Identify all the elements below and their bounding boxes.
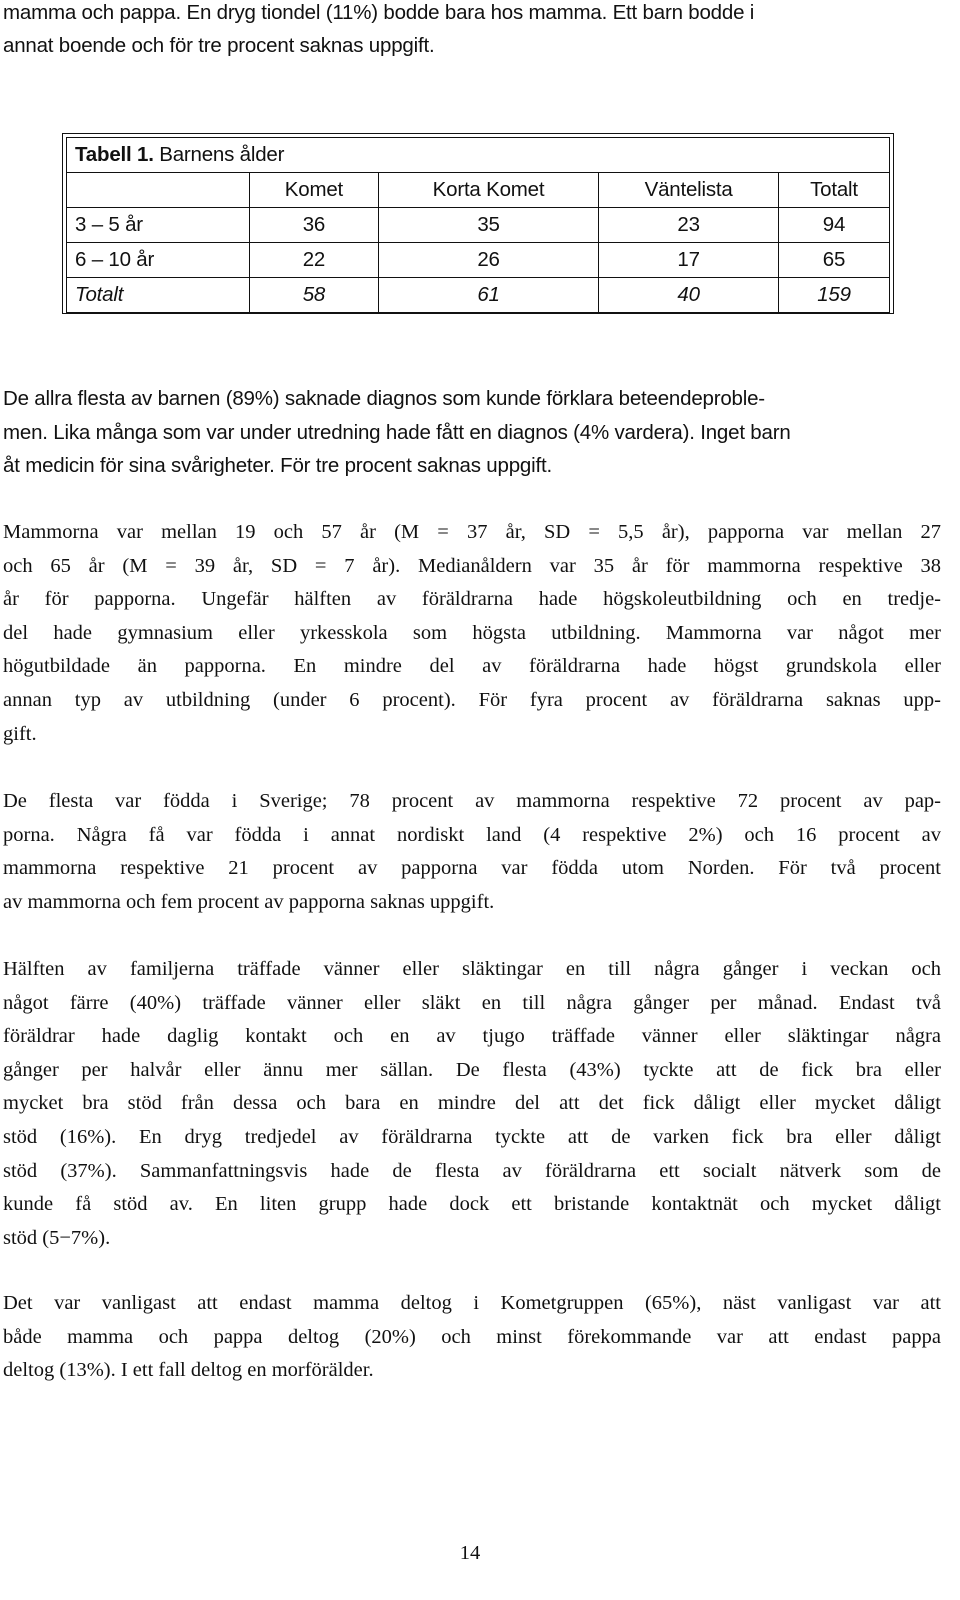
text-line: åt medicin för sina svårigheter. För tre procent saknas uppgift. bbox=[3, 454, 552, 478]
table-cell: 23 bbox=[599, 208, 779, 243]
table-header-cell: Totalt bbox=[779, 173, 890, 208]
table-row bbox=[67, 208, 890, 243]
text-line: mammorna respektive 21 procent av papporna var födda utom Norden. För två procent bbox=[3, 857, 941, 880]
table-header-cell: Komet bbox=[250, 173, 379, 208]
table-cell: 40 bbox=[599, 278, 779, 313]
text-line: föräldrar hade daglig kontakt och en av tjugo träffade vänner eller släktingar några bbox=[3, 1025, 941, 1048]
text-line: stöd (5−7%). bbox=[3, 1226, 111, 1249]
text-line: deltog (13%). I ett fall deltog en morförälder. bbox=[3, 1359, 374, 1382]
text-line: stöd (16%). En dryg tredjedel av föräldrarna tyckte att de varken fick bra eller dåligt bbox=[3, 1125, 941, 1148]
table-caption bbox=[67, 138, 890, 173]
paragraph-birthplace bbox=[3, 785, 941, 919]
table-header-cell: Korta Komet bbox=[378, 173, 598, 208]
age-table-grid bbox=[66, 137, 890, 313]
table-cell: 61 bbox=[378, 278, 598, 313]
table-header-cell bbox=[67, 173, 250, 208]
text-line: De flesta var födda i Sverige; 78 procent av mammorna respektive 72 procent av pap- bbox=[3, 790, 941, 812]
text-line: gånger per halvår eller ännu mer sällan. De flesta (43%) tyckte att de fick bra eller bbox=[3, 1058, 941, 1081]
text-line: Det var vanligast att endast mamma deltog i Kometgruppen (65%), näst vanligast var att bbox=[3, 1292, 941, 1314]
text-line: kunde få stöd av. En liten grupp hade dock ett bristande kontaktnät och mycket dåligt bbox=[3, 1193, 941, 1216]
paragraph-parents-age bbox=[3, 516, 941, 751]
paragraph-participation bbox=[3, 1287, 941, 1388]
text-line: gift. bbox=[3, 722, 37, 745]
table-caption-row bbox=[67, 138, 890, 173]
table-header-row bbox=[67, 173, 890, 208]
table-row-label: Totalt bbox=[67, 278, 250, 313]
page-number: 14 bbox=[459, 1542, 481, 1564]
table-row-label: 6 – 10 år bbox=[67, 243, 250, 278]
text-line: porna. Några få var födda i annat nordiskt land (4 respektive 2%) och 16 procent av bbox=[3, 823, 941, 846]
table-cell: 35 bbox=[378, 208, 598, 243]
text-line: Mammorna var mellan 19 och 57 år (M = 37 år, SD = 5,5 år), papporna var mellan 27 bbox=[3, 521, 941, 543]
intro-paragraph bbox=[3, 0, 943, 62]
table-cell: 159 bbox=[779, 278, 890, 313]
table-cell: 17 bbox=[599, 243, 779, 278]
text-line: Hälften av familjerna träffade vänner eller släktingar en till några gånger i veckan och bbox=[3, 958, 941, 980]
text-line: något färre (40%) träffade vänner eller släkt en till några gånger per månad. Endast två bbox=[3, 991, 941, 1014]
text-line: del hade gymnasium eller yrkesskola som högsta utbildning. Mammorna var något mer bbox=[3, 621, 941, 644]
text-line: mamma och pappa. En dryg tiondel (11%) bodde bara hos mamma. Ett barn bodde i bbox=[3, 1, 755, 24]
table-cell: 65 bbox=[779, 243, 890, 278]
text-line: stöd (37%). Sammanfattningsvis hade de flesta av föräldrarna ett socialt nätverk som de bbox=[3, 1159, 941, 1182]
table-cell: 58 bbox=[250, 278, 379, 313]
table-cell: 26 bbox=[378, 243, 598, 278]
table-cell: 94 bbox=[779, 208, 890, 243]
paragraph-social-network bbox=[3, 953, 941, 1255]
text-line: högutbildade än papporna. En mindre del av föräldrarna hade högst grundskola eller bbox=[3, 655, 941, 678]
text-line: annat boende och för tre procent saknas uppgift. bbox=[3, 34, 435, 57]
age-table bbox=[62, 133, 894, 314]
text-line: av mammorna och fem procent av papporna saknas uppgift. bbox=[3, 890, 495, 913]
table-header-cell: Väntelista bbox=[599, 173, 779, 208]
text-line: både mamma och pappa deltog (20%) och minst förekommande var att endast pappa bbox=[3, 1325, 941, 1348]
text-line: mycket bra stöd från dessa och bara en mindre del att det fick dåligt eller mycket dåligt bbox=[3, 1092, 941, 1115]
table-row bbox=[67, 243, 890, 278]
table-caption-text: Barnens ålder bbox=[159, 143, 285, 166]
text-line: men. Lika många som var under utredning hade fått en diagnos (4% vardera). Inget barn bbox=[3, 420, 791, 444]
table-total-row bbox=[67, 278, 890, 313]
paragraph-diagnosis bbox=[3, 382, 941, 483]
text-line: De allra flesta av barnen (89%) saknade diagnos som kunde förklara beteendeproble- bbox=[3, 387, 765, 410]
text-line: år för papporna. Ungefär hälften av föräldrarna hade högskoleutbildning och en tredje- bbox=[3, 588, 941, 611]
table-cell: 36 bbox=[250, 208, 379, 243]
table-row-label: 3 – 5 år bbox=[67, 208, 250, 243]
text-line: annan typ av utbildning (under 6 procent). För fyra procent av föräldrarna saknas upp- bbox=[3, 688, 941, 711]
text-line: och 65 år (M = 39 år, SD = 7 år). Medianåldern var 35 år för mammorna respektive 38 bbox=[3, 554, 941, 577]
table-cell: 22 bbox=[250, 243, 379, 278]
table-caption-label: Tabell 1. bbox=[75, 143, 154, 166]
